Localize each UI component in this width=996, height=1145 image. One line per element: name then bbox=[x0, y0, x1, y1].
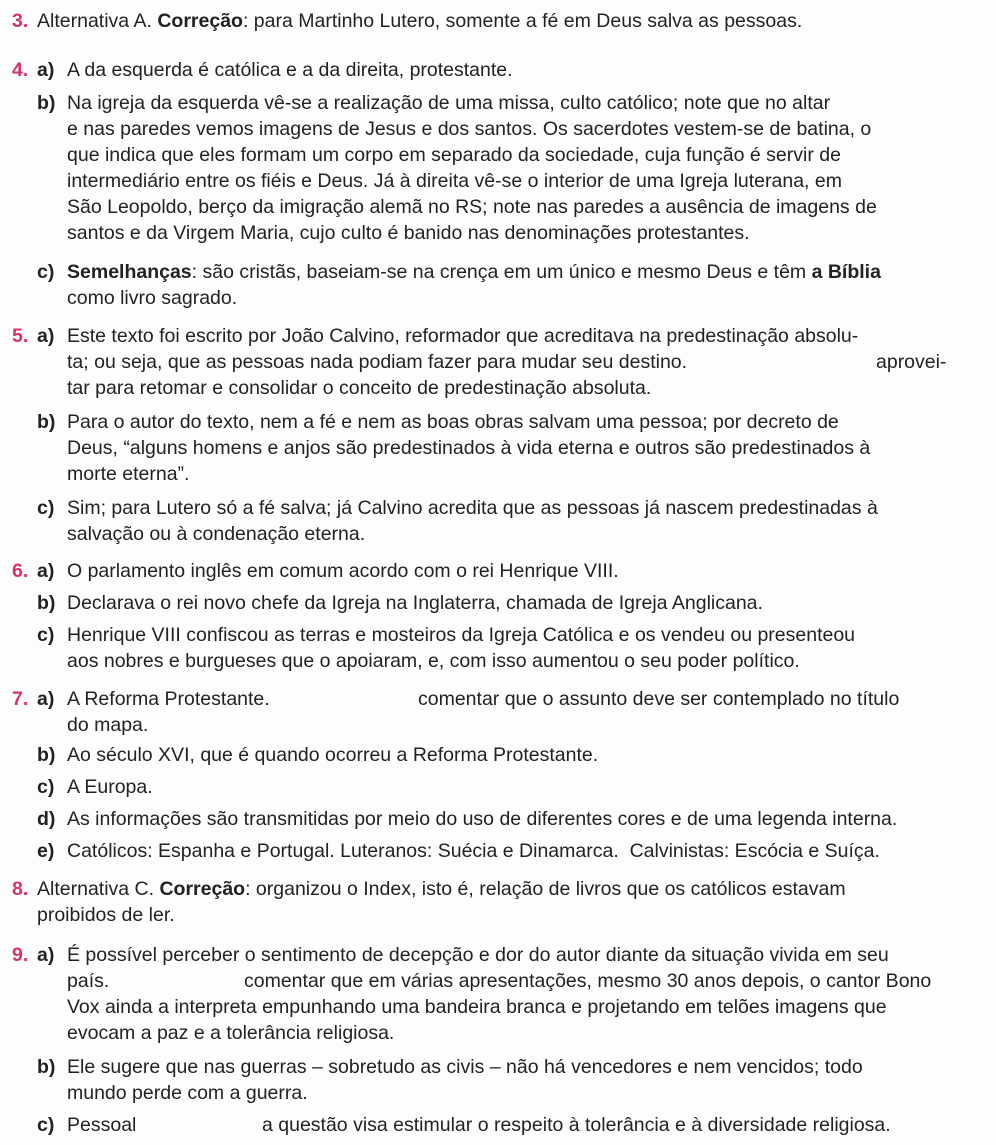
item-label: b) bbox=[37, 744, 56, 766]
answer-text: A Europa. bbox=[67, 776, 153, 798]
item-label: b) bbox=[37, 411, 56, 433]
item-label: c) bbox=[37, 497, 55, 519]
item-label: c) bbox=[37, 1114, 55, 1136]
answer-text: Sim; para Lutero só a fé salva; já Calvino acredita que as pessoas já nascem predestinadas à bbox=[67, 497, 878, 519]
answer-text: intermediário entre os fiéis e Deus. Já à direita vê-se o interior de uma Igreja luterana, em bbox=[67, 170, 842, 192]
answer-text: Na igreja da esquerda vê-se a realização de uma missa, culto católico; note que no altar bbox=[67, 92, 831, 114]
item-label: b) bbox=[37, 92, 56, 114]
answer-text: do mapa. bbox=[67, 714, 149, 736]
answer-text: a questão visa estimular o respeito à tolerância e à diversidade religiosa. bbox=[262, 1114, 891, 1136]
item-label: a) bbox=[37, 944, 55, 966]
answer-text: evocam a paz e a tolerância religiosa. bbox=[67, 1022, 395, 1044]
answer-text: Semelhanças: são cristãs, baseiam-se na crença em um único e mesmo Deus e têm a Bíblia bbox=[67, 261, 881, 283]
item-label: b) bbox=[37, 592, 56, 614]
question-number: 6. bbox=[12, 560, 29, 582]
answer-text: O parlamento inglês em comum acordo com o rei Henrique VIII. bbox=[67, 560, 619, 582]
answer-text: As informações são transmitidas por meio do uso de diferentes cores e de uma legenda interna. bbox=[67, 808, 898, 830]
answer-text: Ele sugere que nas guerras – sobretudo as civis – não há vencedores e nem vencidos; todo bbox=[67, 1056, 863, 1078]
answer-text: Ao século XVI, que é quando ocorreu a Reforma Protestante. bbox=[67, 744, 599, 766]
item-label: a) bbox=[37, 688, 55, 710]
answer-text: Pessoal bbox=[67, 1114, 137, 1136]
answer-text: aos nobres e burgueses que o apoiaram, e, com isso aumentou o seu poder político. bbox=[67, 650, 800, 672]
answer-text: A Reforma Protestante. bbox=[67, 688, 270, 710]
answer-text: tar para retomar e consolidar o conceito de predestinação absoluta. bbox=[67, 377, 652, 399]
answer-text: Henrique VIII confiscou as terras e mosteiros da Igreja Católica e os vendeu ou presenteou bbox=[67, 624, 856, 646]
answer-text: Deus, “alguns homens e anjos são predestinados à vida eterna e outros são predestinados à bbox=[67, 437, 871, 459]
answer-text: A da esquerda é católica e a da direita, protestante. bbox=[67, 59, 513, 81]
answer-text: comentar que o assunto deve ser contemplado no título bbox=[418, 688, 900, 710]
item-label: a) bbox=[37, 325, 55, 347]
answer-text: Para o autor do texto, nem a fé e nem as boas obras salvam uma pessoa; por decreto de bbox=[67, 411, 839, 433]
item-label: e) bbox=[37, 840, 55, 862]
item-label: a) bbox=[37, 560, 55, 582]
answer-text: Católicos: Espanha e Portugal. Luteranos: Suécia e Dinamarca. Calvinistas: Escócia e Suíça. bbox=[67, 840, 880, 862]
answer-text: comentar que em várias apresentações, mesmo 30 anos depois, o cantor Bono bbox=[244, 970, 932, 992]
answer-text: ta; ou seja, que as pessoas nada podiam fazer para mudar seu destino. bbox=[67, 351, 688, 373]
question-number: 7. bbox=[12, 688, 29, 710]
question-number: 4. bbox=[12, 59, 29, 81]
answer-text: Alternativa C. Correção: organizou o Index, isto é, relação de livros que os católicos estavam bbox=[37, 878, 846, 900]
answer-text: Declarava o rei novo chefe da Igreja na Inglaterra, chamada de Igreja Anglicana. bbox=[67, 592, 763, 614]
answer-text: proibidos de ler. bbox=[37, 904, 175, 926]
answer-text: Vox ainda a interpreta empunhando uma bandeira branca e projetando em telões imagens que bbox=[67, 996, 887, 1018]
answer-text: aprovei- bbox=[876, 351, 947, 373]
question-number: 9. bbox=[12, 944, 29, 966]
answer-text: morte eterna”. bbox=[67, 463, 190, 485]
item-label: a) bbox=[37, 59, 55, 81]
item-label: c) bbox=[37, 624, 55, 646]
question-number: 8. bbox=[12, 878, 29, 900]
answer-text: que indica que eles formam um corpo em separado da sociedade, cuja função é servir de bbox=[67, 144, 841, 166]
answer-text: mundo perde com a guerra. bbox=[67, 1082, 308, 1104]
answer-text: Alternativa A. Correção: para Martinho Lutero, somente a fé em Deus salva as pessoas. bbox=[37, 10, 803, 32]
question-number: 5. bbox=[12, 325, 29, 347]
question-number: 3. bbox=[12, 10, 29, 32]
answer-text: Este texto foi escrito por João Calvino, reformador que acreditava na predestinação absolu- bbox=[67, 325, 859, 347]
answer-text: país. bbox=[67, 970, 110, 992]
item-label: c) bbox=[37, 261, 55, 283]
answer-text: salvação ou à condenação eterna. bbox=[67, 523, 366, 545]
answer-text: São Leopoldo, berço da imigração alemã no RS; note nas paredes a ausência de imagens de bbox=[67, 196, 877, 218]
answer-text: É possível perceber o sentimento de decepção e dor do autor diante da situação vivida em seu bbox=[67, 944, 889, 966]
answer-text: santos e da Virgem Maria, cujo culto é banido nas denominações protestantes. bbox=[67, 222, 750, 244]
item-label: d) bbox=[37, 808, 56, 830]
item-label: c) bbox=[37, 776, 55, 798]
answer-text: como livro sagrado. bbox=[67, 287, 238, 309]
answer-text: e nas paredes vemos imagens de Jesus e dos santos. Os sacerdotes vestem-se de batina, o bbox=[67, 118, 872, 140]
item-label: b) bbox=[37, 1056, 56, 1078]
